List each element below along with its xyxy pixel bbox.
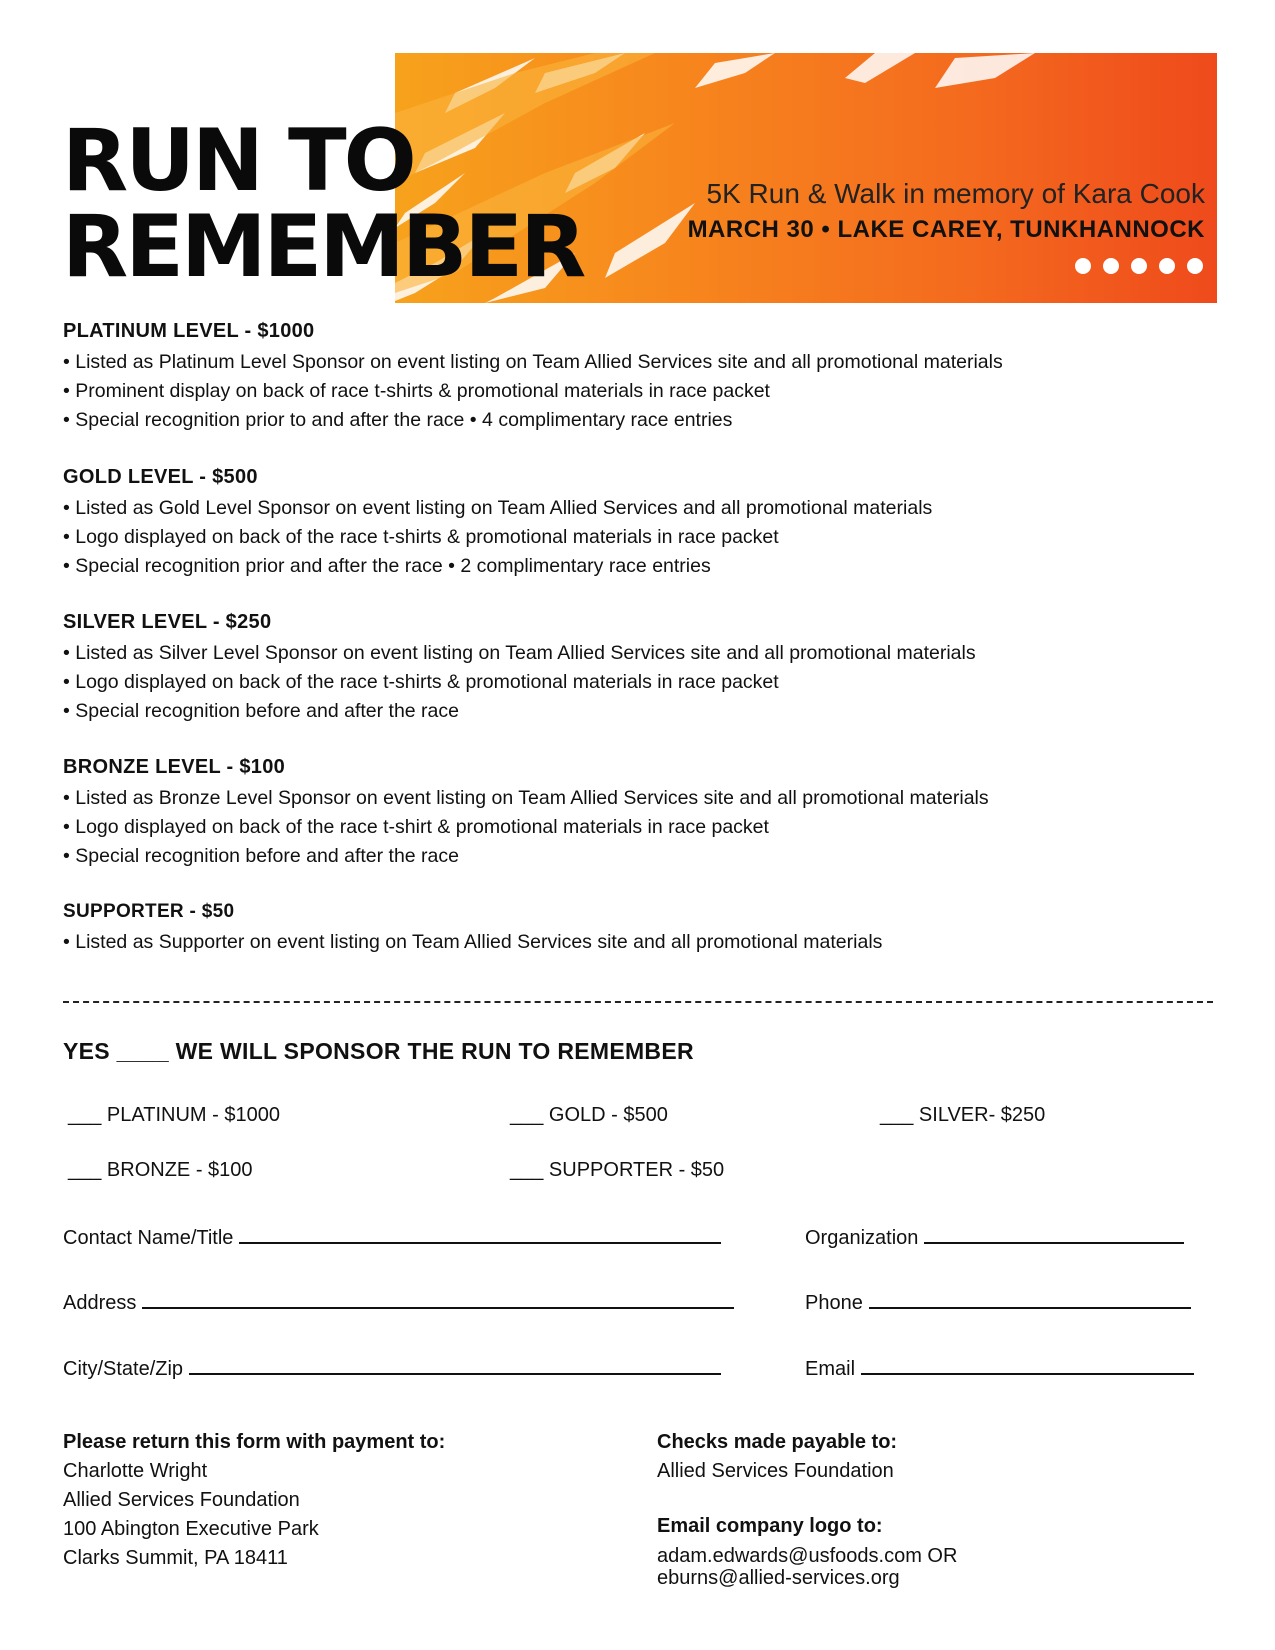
option-bronze[interactable]: ___ BRONZE - $100	[68, 1159, 253, 1181]
checks-payee: Allied Services Foundation	[657, 1460, 894, 1482]
level-heading: SILVER LEVEL - $250	[63, 611, 272, 633]
level-heading: PLATINUM LEVEL - $1000	[63, 320, 315, 342]
supporter-level-section	[63, 901, 1223, 957]
cut-line-divider	[63, 1001, 1213, 1003]
logo-email-block	[657, 1515, 957, 1589]
return-heading: Please return this form with payment to:	[63, 1431, 446, 1453]
checks-heading: Checks made payable to:	[657, 1431, 898, 1453]
dot-icon	[1159, 258, 1175, 274]
level-bullet: • Listed as Gold Level Sponsor on event listing on Team Allied Services and all promotional materials	[63, 497, 933, 519]
event-title-line1: RUN TO	[62, 111, 414, 211]
level-bullet: • Listed as Silver Level Sponsor on event listing on Team Allied Services site and all promotional materials	[63, 642, 976, 664]
option-silver[interactable]: ___ SILVER- $250	[880, 1104, 1046, 1126]
event-title-line2: REMEMBER	[62, 197, 584, 297]
logo-email-line[interactable]: eburns@allied-services.org	[657, 1567, 900, 1589]
field-label: Contact Name/Title	[63, 1227, 234, 1249]
bronze-level-section	[63, 756, 1223, 871]
level-bullet: • Logo displayed on back of the race t-shirts & promotional materials in race packet	[63, 671, 779, 693]
level-bullet: • Special recognition before and after the race	[63, 845, 459, 867]
city-state-zip-input[interactable]	[189, 1355, 721, 1375]
phone-input[interactable]	[869, 1289, 1191, 1309]
logo-email-heading: Email company logo to:	[657, 1515, 883, 1537]
logo-email-line[interactable]: adam.edwards@usfoods.com OR	[657, 1545, 958, 1567]
level-bullet: • Logo displayed on back of the race t-shirts & promotional materials in race packet	[63, 526, 779, 548]
return-line: Allied Services Foundation	[63, 1489, 300, 1511]
level-bullet: • Logo displayed on back of the race t-shirt & promotional materials in race packet	[63, 816, 769, 838]
event-date-location: MARCH 30 • LAKE CAREY, TUNKHANNOCK	[687, 216, 1205, 243]
gold-level-section	[63, 466, 1223, 581]
field-label: City/State/Zip	[63, 1358, 184, 1380]
field-label: Address	[63, 1292, 137, 1314]
field-label: Email	[805, 1358, 856, 1380]
option-platinum[interactable]: ___ PLATINUM - $1000	[68, 1104, 280, 1126]
level-heading: SUPPORTER - $50	[63, 901, 235, 922]
dot-icon	[1187, 258, 1203, 274]
option-gold[interactable]: ___ GOLD - $500	[510, 1104, 668, 1126]
level-heading: GOLD LEVEL - $500	[63, 466, 258, 488]
sponsor-confirmation-line[interactable]: YES ____ WE WILL SPONSOR THE RUN TO REMEMBER	[63, 1038, 694, 1064]
contact-name-field[interactable]	[63, 1224, 721, 1250]
contact-name-input[interactable]	[239, 1224, 721, 1244]
email-field[interactable]	[805, 1355, 1194, 1381]
level-bullet: • Special recognition prior to and after the race • 4 complimentary race entries	[63, 409, 733, 431]
level-bullet: • Listed as Supporter on event listing on Team Allied Services site and all promotional materials	[63, 931, 883, 953]
organization-input[interactable]	[924, 1224, 1184, 1244]
return-line: 100 Abington Executive Park	[63, 1518, 319, 1540]
dot-icon	[1103, 258, 1119, 274]
city-state-zip-field[interactable]	[63, 1355, 721, 1381]
level-bullet: • Listed as Platinum Level Sponsor on event listing on Team Allied Services site and all promotional materials	[63, 351, 1003, 373]
decorative-dots	[1075, 258, 1203, 274]
dot-icon	[1131, 258, 1147, 274]
field-label: Phone	[805, 1292, 863, 1314]
address-field[interactable]	[63, 1289, 734, 1315]
return-line: Charlotte Wright	[63, 1460, 208, 1482]
address-input[interactable]	[142, 1289, 734, 1309]
option-supporter[interactable]: ___ SUPPORTER - $50	[510, 1159, 725, 1181]
platinum-level-section	[63, 320, 1223, 435]
dot-icon	[1075, 258, 1091, 274]
level-bullet: • Special recognition before and after the race	[63, 700, 459, 722]
level-bullet: • Special recognition prior and after the race • 2 complimentary race entries	[63, 555, 711, 577]
level-bullet: • Prominent display on back of race t-shirts & promotional materials in race packet	[63, 380, 770, 402]
level-heading: BRONZE LEVEL - $100	[63, 756, 286, 778]
phone-field[interactable]	[805, 1289, 1191, 1315]
field-label: Organization	[805, 1227, 919, 1249]
email-input[interactable]	[861, 1355, 1194, 1375]
return-address-block	[63, 1428, 445, 1573]
organization-field[interactable]	[805, 1224, 1184, 1250]
event-subtitle: 5K Run & Walk in memory of Kara Cook	[706, 178, 1205, 209]
return-line: Clarks Summit, PA 18411	[63, 1547, 288, 1569]
checks-payable-block	[657, 1428, 897, 1486]
level-bullet: • Listed as Bronze Level Sponsor on event listing on Team Allied Services site and all promotional materials	[63, 787, 989, 809]
silver-level-section	[63, 611, 1223, 726]
